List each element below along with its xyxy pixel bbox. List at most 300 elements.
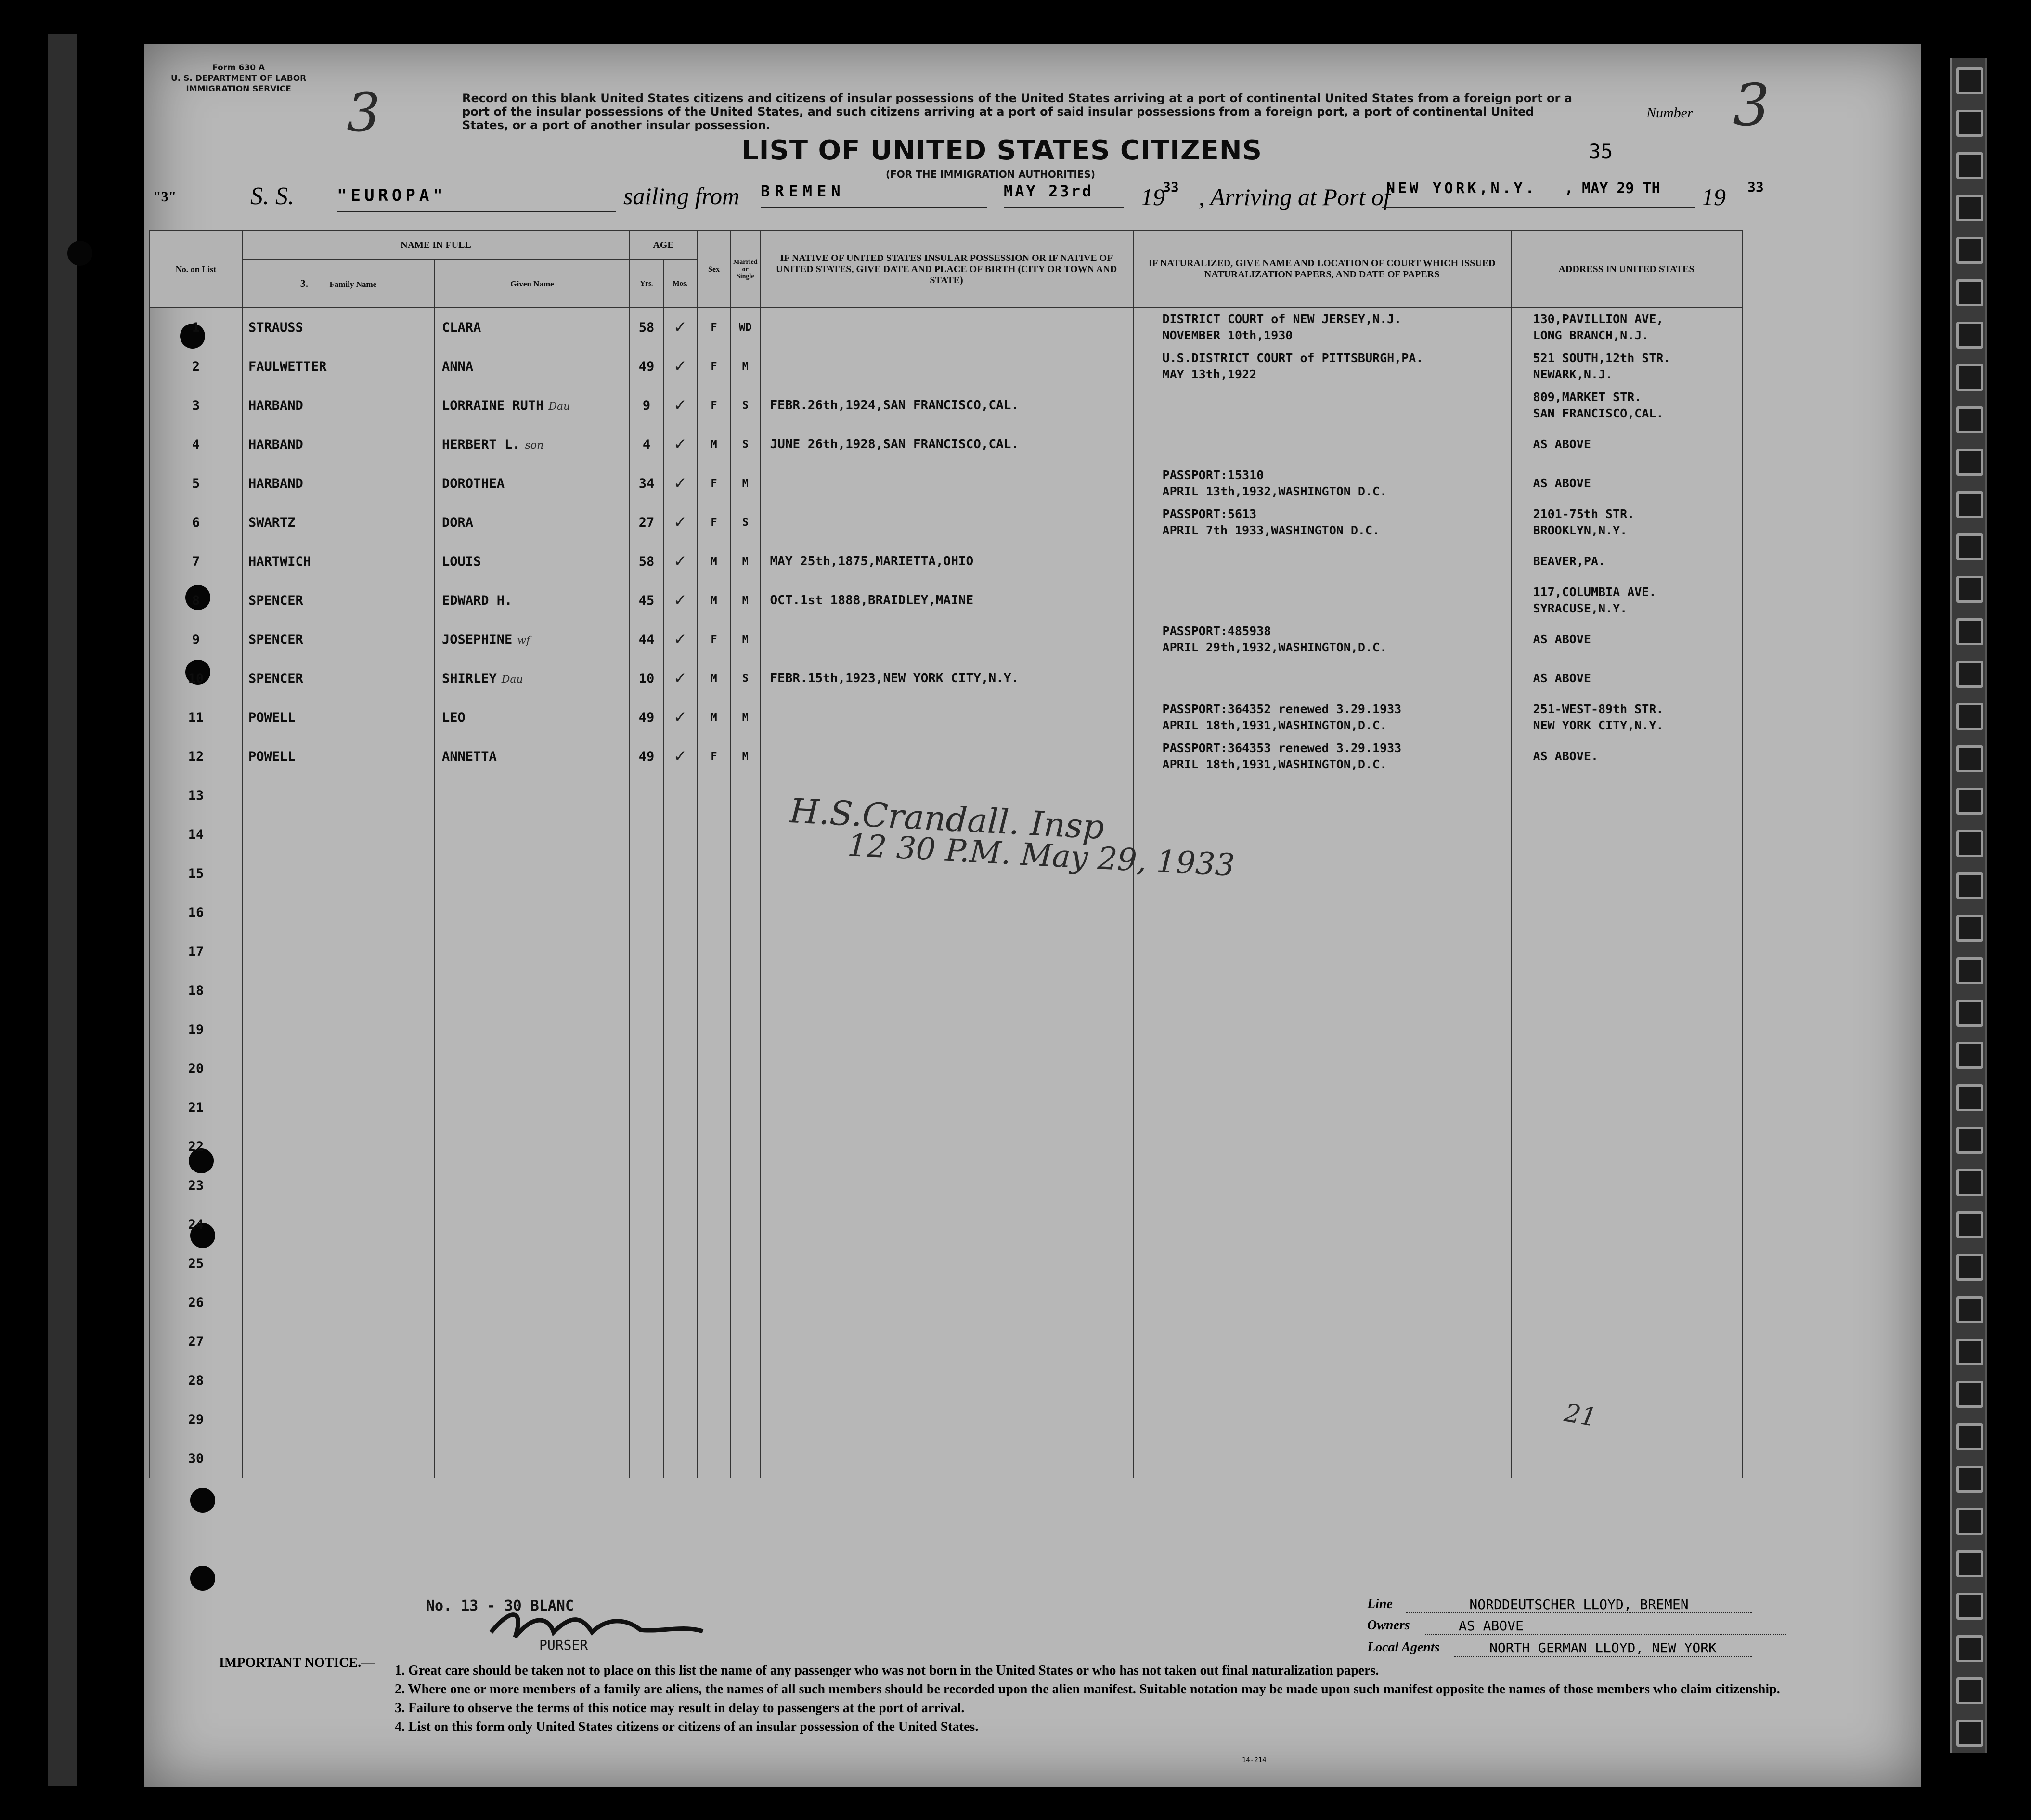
empty-cell: [731, 1283, 760, 1322]
empty-cell: [630, 1244, 663, 1283]
empty-cell: [1511, 1244, 1742, 1283]
empty-table-row: [150, 1049, 1742, 1088]
birth-info: [760, 620, 1133, 659]
inspector-timestamp: 12 30 P.M. May 29, 1933: [846, 827, 1236, 884]
empty-cell: [760, 1400, 1133, 1439]
empty-cell: [242, 1166, 435, 1205]
birth-info: [760, 308, 1133, 347]
check-mark-icon: ✓: [673, 747, 687, 766]
empty-table-row: [150, 1166, 1742, 1205]
naturalization-line: PASSPORT:15310: [1162, 468, 1264, 482]
empty-cell: [1511, 1127, 1742, 1166]
address-line: NEW YORK CITY,N.Y.: [1533, 718, 1664, 732]
empty-cell: [630, 1166, 663, 1205]
age-years: 34: [630, 464, 663, 503]
row-number: 23: [150, 1166, 242, 1205]
empty-cell: [697, 1439, 731, 1478]
empty-cell: [242, 1439, 435, 1478]
film-perforation: [1956, 1042, 1983, 1069]
table-row: [150, 620, 1742, 659]
naturalization-line: APRIL 18th,1931,WASHINGTON,D.C.: [1162, 718, 1387, 732]
empty-cell: [435, 1049, 630, 1088]
empty-cell: [1511, 1049, 1742, 1088]
ship-name: "EUROPA": [337, 186, 616, 212]
age-months: [663, 620, 697, 659]
address: [1511, 425, 1742, 464]
empty-cell: [663, 1439, 697, 1478]
marital-status: M: [731, 464, 760, 503]
table-row: [150, 308, 1742, 347]
empty-cell: [1133, 1205, 1511, 1244]
empty-cell: [697, 1283, 731, 1322]
check-mark-icon: ✓: [673, 474, 687, 493]
row-number: 29: [150, 1400, 242, 1439]
birth-info: OCT.1st 1888,BRAIDLEY,MAINE: [760, 581, 1133, 620]
agents-label: Local Agents: [1367, 1640, 1440, 1655]
film-perforation: [1956, 1550, 1983, 1577]
binder-hole: [190, 1488, 215, 1513]
address-line: BROOKLYN,N.Y.: [1533, 523, 1628, 537]
naturalization-line: PASSPORT:5613: [1162, 507, 1257, 521]
film-perforation: [1956, 364, 1983, 391]
address-line: AS ABOVE: [1533, 632, 1591, 646]
address: [1511, 581, 1742, 620]
film-perforation: [1956, 152, 1983, 179]
age-years: 49: [630, 698, 663, 737]
age-years: 45: [630, 581, 663, 620]
film-perforation: [1956, 449, 1983, 476]
empty-cell: [435, 1322, 630, 1361]
empty-table-row: [150, 1205, 1742, 1244]
table-row: [150, 464, 1742, 503]
given-name: [435, 620, 630, 659]
address-line: AS ABOVE: [1533, 437, 1591, 451]
address-line: 251-WEST-89th STR.: [1533, 702, 1664, 716]
empty-cell: [663, 1049, 697, 1088]
notice-item: 1. Great care should be taken not to place on this list the name of any passenger who was not born in the United States or who has not taken out final naturalization papers.: [395, 1663, 1379, 1678]
empty-cell: [731, 1127, 760, 1166]
birth-info: [760, 347, 1133, 386]
empty-cell: [1133, 1322, 1511, 1361]
header-birth: IF NATIVE OF UNITED STATES INSULAR POSSESSION OR IF NATIVE OF UNITED STATES, GIVE DATE AND PLACE OF BIRTH (CITY OR TOWN AND STATE): [760, 231, 1133, 308]
given-name: [435, 503, 630, 542]
check-mark-icon: ✓: [673, 552, 687, 571]
form-id-line: IMMIGRATION SERVICE: [186, 84, 291, 94]
marital-status: S: [731, 659, 760, 698]
age-months: [663, 464, 697, 503]
empty-cell: [242, 971, 435, 1010]
naturalization-info: [1133, 425, 1511, 464]
empty-cell: [760, 1049, 1133, 1088]
address: [1511, 503, 1742, 542]
empty-cell: [731, 1010, 760, 1049]
row-number: 15: [150, 854, 242, 893]
naturalization-line: APRIL 18th,1931,WASHINGTON,D.C.: [1162, 757, 1387, 771]
empty-cell: [630, 932, 663, 971]
naturalization-line: U.S.DISTRICT COURT of PITTSBURGH,PA.: [1162, 351, 1423, 365]
empty-cell: [663, 1322, 697, 1361]
age-months: [663, 542, 697, 581]
empty-cell: [435, 1127, 630, 1166]
birth-info: [760, 503, 1133, 542]
naturalization-info: [1133, 386, 1511, 425]
birth-info: [760, 698, 1133, 737]
address-line: 809,MARKET STR.: [1533, 390, 1642, 404]
table-row: [150, 698, 1742, 737]
empty-cell: [1133, 1439, 1511, 1478]
empty-table-row: [150, 1322, 1742, 1361]
row-number: 4: [150, 425, 242, 464]
row-number: 5: [150, 464, 242, 503]
table-row: [150, 659, 1742, 698]
empty-cell: [663, 1400, 697, 1439]
family-name: SPENCER: [242, 620, 435, 659]
empty-cell: [731, 1322, 760, 1361]
empty-cell: [760, 1283, 1133, 1322]
naturalization-line: NOVEMBER 10th,1930: [1162, 328, 1293, 342]
marital-status: M: [731, 581, 760, 620]
owners-label: Owners: [1367, 1618, 1410, 1633]
address-line: 130,PAVILLION AVE,: [1533, 312, 1664, 326]
empty-cell: [435, 893, 630, 932]
row-number: 16: [150, 893, 242, 932]
row-number: 26: [150, 1283, 242, 1322]
marital-status: M: [731, 698, 760, 737]
empty-cell: [435, 854, 630, 893]
row-number: 19: [150, 1010, 242, 1049]
film-perforation: [1956, 67, 1983, 94]
empty-cell: [242, 776, 435, 815]
given-name: [435, 308, 630, 347]
film-perforation: [1956, 703, 1983, 730]
header-married: Married or Single: [731, 231, 760, 308]
blank-rows-note: No. 13 - 30 BLANC: [426, 1598, 574, 1614]
family-name: HARBAND: [242, 464, 435, 503]
empty-cell: [697, 1205, 731, 1244]
number-label: Number: [1646, 105, 1693, 121]
empty-cell: [663, 815, 697, 854]
relationship-note: wf: [517, 634, 530, 647]
empty-cell: [1133, 1244, 1511, 1283]
empty-cell: [760, 1244, 1133, 1283]
arrival-date: , MAY 29 TH: [1565, 180, 1660, 197]
header-family-prefix: 3.: [300, 277, 309, 289]
empty-cell: [697, 815, 731, 854]
address-line: 117,COLUMBIA AVE.: [1533, 585, 1656, 599]
empty-cell: [630, 1439, 663, 1478]
naturalization-line: DISTRICT COURT of NEW JERSEY,N.J.: [1162, 312, 1402, 326]
empty-cell: [435, 776, 630, 815]
empty-cell: [663, 776, 697, 815]
address: [1511, 698, 1742, 737]
naturalization-line: APRIL 7th 1933,WASHINGTON D.C.: [1162, 523, 1380, 537]
given-name-text: EDWARD H.: [442, 593, 513, 608]
film-perforation: [1956, 957, 1983, 984]
given-name: [435, 464, 630, 503]
sailing-date: MAY 23rd: [1004, 182, 1124, 208]
sex: F: [697, 386, 731, 425]
family-name: SPENCER: [242, 581, 435, 620]
check-mark-icon: ✓: [673, 669, 687, 688]
empty-cell: [435, 971, 630, 1010]
empty-cell: [731, 1166, 760, 1205]
given-name-text: CLARA: [442, 320, 481, 335]
inspector-signature: H.S.Crandall. Insp: [789, 791, 1105, 847]
row-number: 10: [150, 659, 242, 698]
empty-cell: [242, 1400, 435, 1439]
empty-cell: [435, 1205, 630, 1244]
film-perforation: [1956, 745, 1983, 772]
row-number: 3: [150, 386, 242, 425]
empty-cell: [663, 971, 697, 1010]
empty-table-row: [150, 1088, 1742, 1127]
naturalization-line: MAY 13th,1922: [1162, 367, 1257, 381]
page-subtitle: (FOR THE IMMIGRATION AUTHORITIES): [886, 169, 1096, 180]
naturalization-info: [1133, 737, 1511, 776]
marital-status: M: [731, 620, 760, 659]
film-perforation: [1956, 1508, 1983, 1535]
arriving-label: , Arriving at Port of: [1199, 183, 1390, 210]
row-number: 28: [150, 1361, 242, 1400]
naturalization-line: APRIL 13th,1932,WASHINGTON D.C.: [1162, 484, 1387, 498]
sex: F: [697, 503, 731, 542]
empty-cell: [697, 932, 731, 971]
film-perforation: [1956, 406, 1983, 433]
age-months: [663, 659, 697, 698]
header-naturalized: IF NATURALIZED, GIVE NAME AND LOCATION OF COURT WHICH ISSUED NATURALIZATION PAPERS, AND DATE OF PAPERS: [1133, 231, 1511, 308]
empty-cell: [697, 1166, 731, 1205]
empty-cell: [1133, 1127, 1511, 1166]
naturalization-info: [1133, 308, 1511, 347]
given-name: [435, 698, 630, 737]
marital-status: M: [731, 347, 760, 386]
empty-cell: [242, 1361, 435, 1400]
number-value: 3: [1733, 72, 1770, 139]
empty-cell: [630, 1361, 663, 1400]
empty-cell: [1511, 1166, 1742, 1205]
empty-cell: [1133, 1049, 1511, 1088]
empty-cell: [663, 854, 697, 893]
address-line: AS ABOVE: [1533, 671, 1591, 685]
given-name: [435, 581, 630, 620]
voyage-prefix: "3": [153, 189, 177, 205]
naturalization-line: PASSPORT:485938: [1162, 624, 1271, 638]
empty-cell: [731, 815, 760, 854]
naturalization-info: [1133, 659, 1511, 698]
check-mark-icon: ✓: [673, 435, 687, 454]
intro-text: Record on this blank United States citizens and citizens of insular possessions of the United States arriving at a port of continental United States from a foreign port or a port of the insular possessions of the United States, and such citizens arriving at a port of said insular possessions from a foreign port, a port of continental United States, or a port of another insular possession.: [462, 91, 1572, 132]
empty-cell: [663, 893, 697, 932]
naturalization-info: [1133, 698, 1511, 737]
empty-cell: [760, 932, 1133, 971]
age-months: [663, 737, 697, 776]
empty-cell: [1511, 815, 1742, 854]
empty-cell: [1511, 1283, 1742, 1322]
empty-cell: [1511, 776, 1742, 815]
sex: M: [697, 581, 731, 620]
check-mark-icon: ✓: [673, 396, 687, 415]
film-perforation: [1956, 618, 1983, 645]
given-name-text: JOSEPHINE: [442, 632, 513, 647]
empty-cell: [242, 1322, 435, 1361]
empty-cell: [697, 1400, 731, 1439]
empty-cell: [1511, 1400, 1742, 1439]
empty-cell: [697, 1127, 731, 1166]
ss-label: S. S.: [250, 182, 294, 210]
notice-label: IMPORTANT NOTICE.—: [219, 1655, 375, 1670]
row-number: 18: [150, 971, 242, 1010]
empty-table-row: [150, 1361, 1742, 1400]
sex: M: [697, 425, 731, 464]
page-stamp: 35: [1589, 140, 1613, 163]
birth-info: FEBR.26th,1924,SAN FRANCISCO,CAL.: [760, 386, 1133, 425]
arrival-year: 33: [1747, 179, 1764, 195]
row-number: 21: [150, 1088, 242, 1127]
marital-status: S: [731, 503, 760, 542]
header-name-in-full: NAME IN FULL: [242, 231, 630, 260]
empty-cell: [1511, 1322, 1742, 1361]
empty-cell: [663, 1166, 697, 1205]
row-number: 14: [150, 815, 242, 854]
arrival-port: NEW YORK,N.Y.: [1386, 180, 1537, 197]
empty-cell: [630, 1127, 663, 1166]
empty-cell: [760, 1205, 1133, 1244]
sex: F: [697, 620, 731, 659]
arrival-year-prefix: 19: [1702, 183, 1726, 210]
sex: F: [697, 347, 731, 386]
check-mark-icon: ✓: [673, 318, 687, 337]
table-row: [150, 386, 1742, 425]
empty-cell: [242, 1049, 435, 1088]
film-perforation: [1956, 1593, 1983, 1620]
row-number: 24: [150, 1205, 242, 1244]
empty-cell: [1511, 1088, 1742, 1127]
given-name: [435, 347, 630, 386]
table-row: [150, 542, 1742, 581]
birth-info: FEBR.15th,1923,NEW YORK CITY,N.Y.: [760, 659, 1133, 698]
empty-cell: [435, 1283, 630, 1322]
relationship-note: son: [525, 439, 544, 452]
header-family-name: [242, 260, 435, 308]
film-perforation: [1956, 1720, 1983, 1747]
film-perforation: [1956, 1423, 1983, 1450]
empty-cell: [663, 1127, 697, 1166]
empty-cell: [1511, 1010, 1742, 1049]
given-name-text: DORA: [442, 515, 474, 530]
empty-cell: [435, 1400, 630, 1439]
empty-table-row: [150, 1244, 1742, 1283]
empty-table-row: [150, 932, 1742, 971]
empty-cell: [630, 1283, 663, 1322]
given-name: [435, 386, 630, 425]
family-name: FAULWETTER: [242, 347, 435, 386]
age-years: 9: [630, 386, 663, 425]
film-perforation: [1956, 788, 1983, 815]
naturalization-line: PASSPORT:364353 renewed 3.29.1933: [1162, 741, 1402, 755]
age-months: [663, 503, 697, 542]
row-number: 27: [150, 1322, 242, 1361]
naturalization-line: APRIL 29th,1932,WASHINGTON,D.C.: [1162, 640, 1387, 654]
line-label: Line: [1367, 1597, 1393, 1612]
sailing-label: sailing from: [623, 182, 740, 209]
empty-cell: [731, 1400, 760, 1439]
film-perforation: [1956, 195, 1983, 221]
notice-item: 4. List on this form only United States citizens or citizens of an insular possession of the United States.: [395, 1719, 979, 1734]
agents-value: NORTH GERMAN LLOYD, NEW YORK: [1454, 1640, 1752, 1657]
naturalization-info: [1133, 347, 1511, 386]
family-name: SPENCER: [242, 659, 435, 698]
sex: M: [697, 698, 731, 737]
address-line: BEAVER,PA.: [1533, 554, 1606, 568]
address: [1511, 386, 1742, 425]
film-perforation: [1956, 237, 1983, 264]
empty-cell: [1133, 893, 1511, 932]
sailing-year: 33: [1163, 179, 1179, 195]
empty-table-row: [150, 1127, 1742, 1166]
empty-table-row: [150, 1283, 1742, 1322]
relationship-note: Dau: [501, 673, 523, 686]
empty-table-row: [150, 1010, 1742, 1049]
table-row: [150, 425, 1742, 464]
header-given-name: Given Name: [435, 260, 630, 308]
sex: F: [697, 464, 731, 503]
birth-info: MAY 25th,1875,MARIETTA,OHIO: [760, 542, 1133, 581]
check-mark-icon: ✓: [673, 630, 687, 649]
empty-cell: [697, 893, 731, 932]
marital-status: M: [731, 542, 760, 581]
family-name: SWARTZ: [242, 503, 435, 542]
empty-cell: [1133, 1283, 1511, 1322]
film-perforation: [1956, 1127, 1983, 1154]
empty-cell: [1133, 1400, 1511, 1439]
given-name-text: SHIRLEY: [442, 671, 497, 686]
naturalization-info: [1133, 581, 1511, 620]
empty-table-row: [150, 1400, 1742, 1439]
given-name-text: HERBERT L.: [442, 437, 520, 452]
marital-status: S: [731, 425, 760, 464]
age-months: [663, 698, 697, 737]
header-mos: Mos.: [663, 260, 697, 308]
empty-cell: [731, 971, 760, 1010]
family-name: POWELL: [242, 737, 435, 776]
margin-number: 21: [1562, 1398, 1599, 1433]
empty-cell: [242, 1283, 435, 1322]
address: [1511, 659, 1742, 698]
family-name: HARTWICH: [242, 542, 435, 581]
empty-cell: [242, 815, 435, 854]
purser-label: PURSER: [539, 1637, 588, 1653]
address-line: 521 SOUTH,12th STR.: [1533, 351, 1671, 365]
given-name: [435, 542, 630, 581]
empty-cell: [435, 1166, 630, 1205]
age-months: [663, 425, 697, 464]
empty-cell: [697, 1361, 731, 1400]
empty-cell: [697, 854, 731, 893]
empty-cell: [760, 1127, 1133, 1166]
family-name: STRAUSS: [242, 308, 435, 347]
age-years: 49: [630, 347, 663, 386]
empty-cell: [760, 1361, 1133, 1400]
empty-cell: [1511, 893, 1742, 932]
given-name-text: ANNA: [442, 359, 474, 374]
row-number: 17: [150, 932, 242, 971]
age-months: [663, 386, 697, 425]
sex: F: [697, 308, 731, 347]
empty-cell: [731, 1439, 760, 1478]
film-perforation: [1956, 533, 1983, 560]
empty-cell: [663, 932, 697, 971]
purser-signature: [481, 1603, 708, 1647]
